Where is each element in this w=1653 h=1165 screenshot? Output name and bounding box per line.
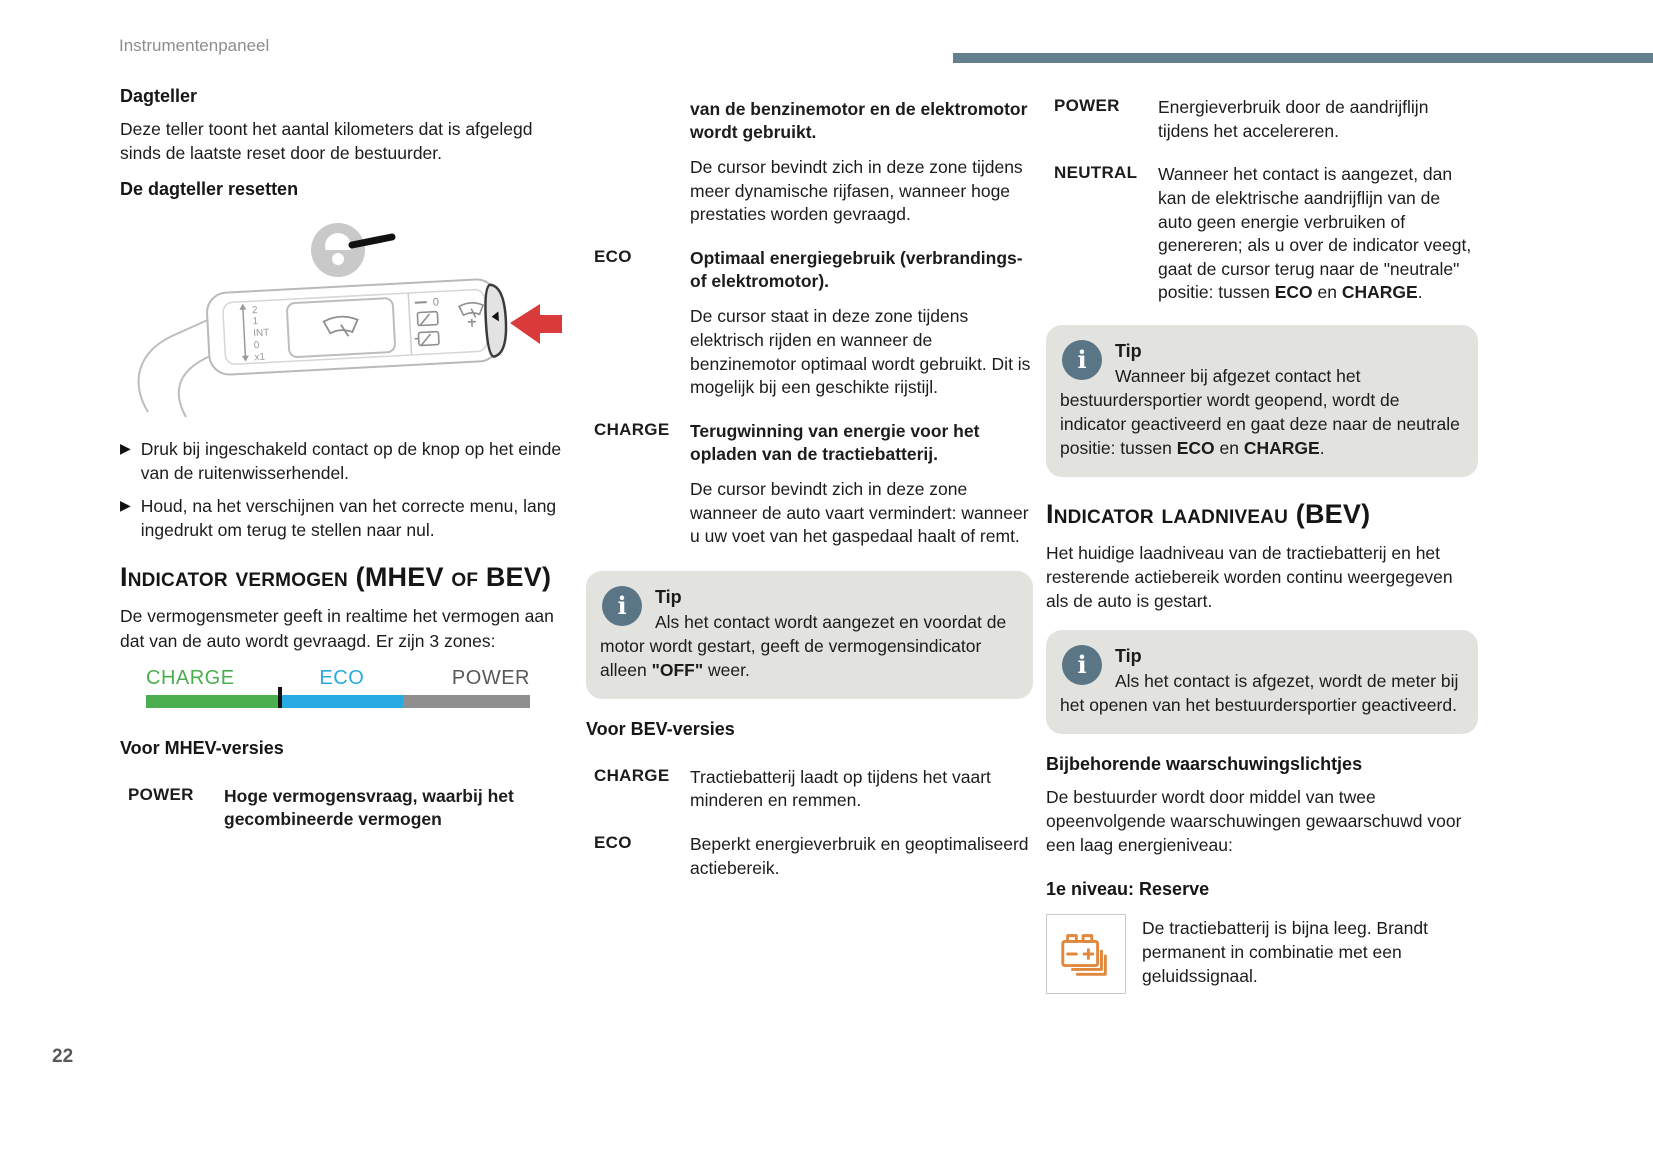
column-right [1046,96,1478,994]
tip-title: Tip [1115,645,1142,666]
bev-title: Voor BEV-versies [586,718,735,739]
column-middle [586,98,1033,900]
gauge-segment-charge [146,695,280,708]
stalk-end-button [484,284,508,357]
term-power: POWER [1054,96,1120,115]
mhev-power-lead: Hoge vermogensvraag, waarbij het gecombineerde vermogen [224,785,514,829]
tip-body: Als het contact is afgezet, wordt de meter bij het openen van het bestuurdersportier geactiveerd. [1060,671,1459,715]
column-left [120,86,562,863]
bev-eco-definition [586,833,1033,880]
reserve-warning-row [1046,914,1478,994]
mhev-power-body: De cursor bevindt zich in deze zone tijdens meer dynamische rijfasen, wanneer hoge prestaties worden gevraagd. [690,157,1023,225]
tip-box-off [586,571,1033,699]
tip-box-neutral [1046,325,1478,477]
term-eco: ECO [594,832,632,852]
gauge-label-charge: CHARGE [146,666,235,689]
breadcrumb: Instrumentenpaneel [119,36,270,55]
tip-title: Tip [1115,341,1142,361]
gauge-segment-power [403,695,530,708]
battery-warning-icon [1057,925,1115,983]
gauge-cursor-tick [278,687,282,708]
mhev-power-lead-cont: van de benzinemotor en de elektromotor wordt gebruikt. [690,99,1028,143]
section-title-indicator-laadniveau: Indicator laadniveau (BEV) [1046,498,1371,529]
mhev-power-continuation [586,98,1033,227]
info-icon: i [1062,340,1102,380]
bev-eco-body: Beperkt energieverbruik en geoptimaliseerd actiebereik. [690,833,1029,878]
reset-step-text: Houd, na het verschijnen van het correcte menu, lang ingedrukt om terug te stellen naar nul. [140,495,557,540]
reserve-warning-text: De tractiebatterij is bijna leeg. Brandt permanent in combinatie met een geluidssignaal. [1142,918,1428,987]
mhev-eco-lead: Optimaal energiegebruik (verbrandings- of elektromotor). [690,248,1023,292]
reset-title: De dagteller resetten [120,179,299,200]
mhev-eco-body: De cursor staat in deze zone tijdens elektrisch rijden en wanneer de benzinemotor optimaal wordt gebruikt. Dit is mogelijk bij een geschikte rijstijl. [690,306,1031,398]
bev-power-body: Energieverbruik door de aandrijflijn tijdens het accelereren. [1158,97,1429,141]
battery-warning-icon-box [1046,914,1126,994]
steering-wheel-icon [311,223,392,277]
bev-neutral-body: Wanneer het contact is aangezet, dan kan de elektrische aandrijflijn van de auto geen energie verbruiken of genereren; als u over de indicator veegt, gaat de cursor terug naar de "neutrale" positie: tussen ECO en CHARGE. [1158,164,1472,303]
term-power: POWER [128,784,194,804]
red-arrow-icon [510,304,562,344]
svg-text:INT: INT [252,327,270,340]
stalk-body [206,279,508,376]
info-icon: i [602,586,642,626]
bullet-arrow-icon: ▶ [120,496,131,513]
warnings-title: Bijbehorende waarschuwingslichtjes [1046,753,1363,774]
dagteller-body: Deze teller toont het aantal kilometers dat is afgelegd sinds de laatste reset door de bestuurder. [120,119,533,164]
section-title-indicator-vermogen: Indicator vermogen (MHEV of BEV) [120,561,552,592]
reset-step-text: Druk bij ingeschakeld contact op de knop op het einde van de ruitenwisserhendel. [140,439,562,484]
term-neutral: NEUTRAL [1054,163,1138,183]
wiper-stalk-illustration [120,212,562,424]
mhev-eco-definition [586,247,1033,400]
laadniveau-body: Het huidige laadniveau van de tractiebatterij en het resterende actiebereik worden continu weergegeven als de auto is gestart. [1046,543,1453,612]
bev-charge-body: Tractiebatterij laadt op tijdens het vaart minderen en remmen. [690,766,991,811]
mhev-charge-lead: Terugwinning van energie voor het opladen van de tractiebatterij. [690,420,980,464]
bev-charge-definition [586,766,1033,813]
svg-text:2: 2 [251,305,258,317]
mhev-title: Voor MHEV-versies [120,737,284,758]
tip-body: Als het contact wordt aangezet en voordat de motor wordt gestart, geeft de vermogensindicator alleen "OFF" weer. [600,612,1007,680]
svg-text:1: 1 [252,316,259,328]
mhev-charge-body: De cursor bevindt zich in deze zone wanneer de auto vaart vermindert: wanneer u uw voet van het gaspedaal haalt of remt. [690,478,1029,547]
tip-box-meter [1046,630,1478,734]
bullet-arrow-icon: ▶ [120,440,131,457]
dagteller-title: Dagteller [120,86,198,106]
term-eco: ECO [594,247,632,267]
level1-title: 1e niveau: Reserve [1046,879,1210,900]
gauge-bar [146,695,530,708]
reset-step-1 [120,437,562,485]
term-charge: CHARGE [594,419,670,439]
bev-neutral-definition [1046,163,1478,305]
gauge-label-eco: ECO [319,666,365,689]
gauge-label-power: POWER [451,666,530,689]
term-charge: CHARGE [594,765,670,785]
svg-text:0: 0 [253,340,260,352]
reset-step-2 [120,494,562,542]
gauge-segment-eco [280,695,403,708]
warnings-body: De bestuurder wordt door middel van twee opeenvolgende waarschuwingen gewaarschuwd voor een laag energieniveau: [1046,786,1462,855]
page-number: 22 [52,1046,74,1067]
bev-power-definition [1046,96,1478,143]
mhev-charge-definition [586,420,1033,549]
svg-text:x1: x1 [254,351,266,364]
mhev-power-definition [120,785,562,843]
power-section-intro: De vermogensmeter geeft in realtime het vermogen aan dat van de auto wordt gevraagd. Er zijn 3 zones: [120,606,554,651]
info-icon: i [1062,645,1102,685]
power-gauge [146,667,530,708]
tip-body: Wanneer bij afgezet contact het bestuurdersportier wordt geopend, wordt de indicator geactiveerd en gaat deze naar de neutrale positie: tussen ECO en CHARGE. [1060,366,1460,458]
tip-title: Tip [655,586,682,607]
svg-text:0: 0 [432,296,440,310]
header-accent-bar [953,53,1653,63]
